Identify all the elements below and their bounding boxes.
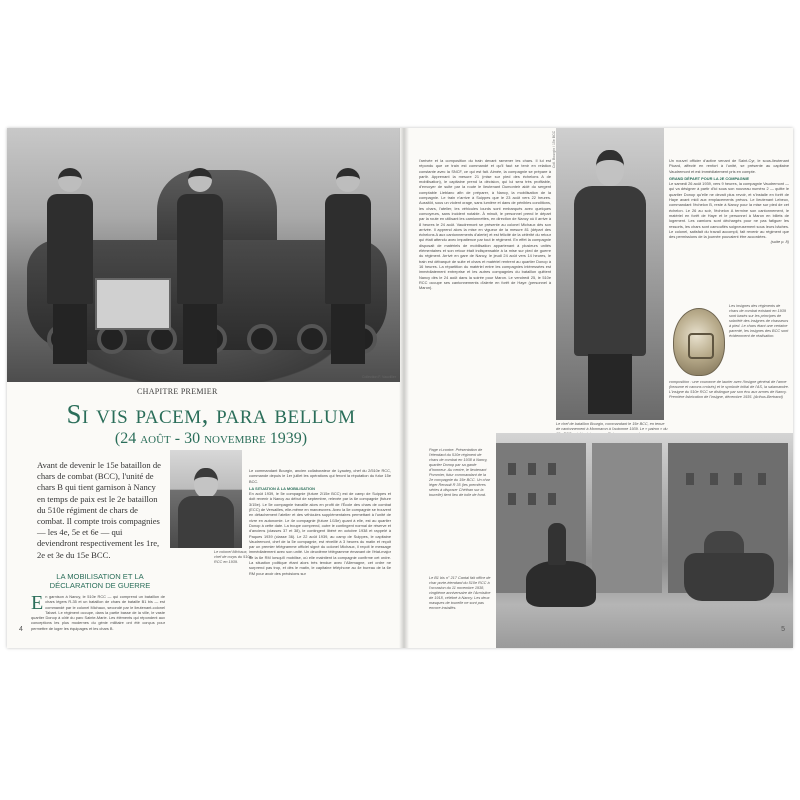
- right-body-column-1: l'arrivée et la composition du train devant ramener les chars. Il lui est répondu que ce train est commandé et qu'il faut se tenir en relation constante avec la SNCF, ce qui est fait. Aimée, la compagnie se prépare à partir. Apprenant la mesure 21 (mise sur pied des échelons A de mobilisation), le capitaine prend la décision, qui lui sera très profitable, d'envoyer de suite par la route le lieutenant Dumonteir aidé du sergent comptable Lieblanc afin de préparer, à Nancy, la mobilisation de la compagnie. Le train n'arrive à Suippes que le 23 août vers 22 heures. Aussitôt, sous un violent orage, sans lumière et dans de pénibles conditions, les chars, l'atelier, les véhicules lourds sont embarqués avec quelques convoyeurs, sans incident notable. À minuit, le personnel prend le départ par la route en utilisant les camionnettes, en direction de Nancy où il arrive à 8 heures le 24 août. Vaudremont se présente au colonel Michaux dès son arrivée. Il apprend alors la mise en vigueur de la mesure 81 (départ des échelons A aux cantonnements d'alerte) et est félicité de la célérité du retour qui était attendu avec impatience par tout le régiment. En effet la compagnie disposait de matériels de mobilisation appartenant à plusieurs unités élémentaires et son retour était indispensable à la mise sur pied de guerre du régiment. Arrivé en gare de Nancy, le jeudi 24 août vers 14 heures, le train est débarqué de suite et chars et matériel rentrent au quartier Donop à 16 heures. La répartition du matériel entre les compagnies intéressées est immédiatement entreprise et les autres compagnies du bataillon quittent Nancy dès le 24 août dans la soirée pour Maron. Le vendredi 25, le 510e RCC occupe ses cantonnements d'alerte en forêt de Haye (personnel à Maron).: [419, 158, 551, 291]
- portrait-legs: [588, 354, 632, 414]
- insignia-caption-continued: composition : une couronne de laurier avec l'insigne général de l'arme (heaume et canons croisés) et le symbole initial de l'AS, la salamandre. L'insigne du 510e RCC se distingue par son écu aux armes de Nancy. Première fabrication de l'insigne, décembre 1935. (Arthus-Bertrand): [669, 380, 789, 399]
- body-column-1-text: n garnison à Nancy, le 510e RCC — qui comprend un bataillon de chars légers R-35 et un bataillon de chars de bataille B1 bis — est commandé par le colonel Michaux, secondé par le lieutenant-colonel Tabart. Le régiment occupe, dans la partie basse de la ville, le vaste quartier Donop à côté du parc Sainte-Marie. Les éléments qui répondent aux conceptions les plus modernes du génie militaire ont été conçus pour permettre de loger les équipages et les chars B.: [31, 594, 165, 631]
- tank-photo-caption: Le B1 bis n° 217 Cantal fait office de char porte-étendard du 510e RCC à l'occasion du 11 novembre 1938, vingtième anniversaire de l'Armistice de 1918, célébré à Nancy. Les deux masques de tourelle ne sont pas encore installés.: [429, 576, 491, 610]
- portrait-body: [178, 496, 234, 548]
- drop-cap: E: [31, 592, 44, 614]
- chapter-subtitle: (24 août - 30 novembre 1939): [114, 430, 308, 447]
- portrait-caption: Le colonel Michaux, chef de corps du 510e RCC en 1939.: [214, 550, 252, 564]
- street-photo-caption: Page ci-contre. Présentation de l'étendard du 510e régiment de chars de combat en 1938 à Nancy, quartier Donop par sa garde d'honneur. Au centre, le lieutenant Pommier, futur commandant de la 2e compagnie du 15e BCC. Un char léger Renault R 35 (les premières séries à disposer Chéthan sur la tourelle) tient lieu de toile de fond.: [429, 448, 490, 497]
- page-number-left: 4: [19, 626, 23, 633]
- building: [592, 443, 662, 593]
- parade-tank: [684, 553, 774, 601]
- body-column-2-text: En août 1939, le 5e compagnie (future 2/15e BCC) est de camp de Suippes et doit revenir à Nancy au début de septembre, relevée par la 6e compagnie (future 3/15e). Le 5e compagnie travaille alors en profit de l'École des chars de combat (ECC) de Versailles, elle-même en manœuvres. Avec la 5e compagnie se trouvent en détachement l'atelier et des véhicules supplémentaires permettant à l'unité de vivre en autonomie. Le 4e compagnie (future 1/15e) quant à elle, est au quartier Donop à cette date. La troupe comprend, outre le contingent normal de réserve et d'anciens (classes 37 et 38), le contingent libéré en octobre 1938 et rappelé à Paques 1939 (classe 36). Le 22 août 1939, au camp de Suippes, le capitaine Vaudremont, chef de la 5e compagnie, est réveillé à 3 heures du matin et reçoit par un premier télégramme officiel signé du colonel Michaux, il reçoit le message immédiatement avec son unité. Un deuxième télégramme émanant de l'état-major de la 6e RM lorsqu'il mobilise, où elle maintient la compagnie confirme cet ordre. La situation politique étant alors très tendue avec l'Allemagne, cet ordre ne surprend pas trop, et dès le matin, le capitaine téléphone au 4e bureau de la 6e RM pour avoir des précisions sur: [249, 491, 391, 576]
- chapter-title: Si vis pacem, para bellum: [66, 399, 356, 429]
- tank-wheel: [247, 324, 277, 354]
- window: [508, 493, 516, 505]
- right-body-column-2: [669, 158, 789, 245]
- regimental-flag: [95, 278, 171, 330]
- window: [686, 473, 694, 485]
- body-column-2-intro: Le commandant Bourgin, ancien collaborateur de Lyautey, chef du 2/510e RCC, commande depuis le 1er juillet les opérations qui feront la réputation du futur 15e BCC.: [249, 468, 391, 484]
- horse: [526, 561, 596, 607]
- spine-gutter: [399, 128, 409, 648]
- window: [548, 463, 556, 475]
- portrait-head: [596, 150, 624, 186]
- window: [734, 473, 742, 485]
- window: [548, 493, 556, 505]
- tank-wheel: [297, 324, 327, 354]
- body-column-1: [31, 594, 165, 631]
- portrait-body: [574, 186, 646, 356]
- body-column-2: [249, 468, 391, 576]
- tank-crew-photo: [7, 128, 400, 382]
- insignia-caption: Les insignes des régiments de chars de combat existant en 1939 sont basés sur les principes de sobriété des insignes de chasseurs à pied. Le chars étant une certaine parenté, les insignes des BCC sont évidemment de réalisation.: [729, 304, 789, 338]
- right-body-column-2-intro: Un nouvel officier d'active venant de Saint-Cyr, le sous-lieutenant Picard, affecté en renfort à l'unité, se présente au capitaine Vaudremont et est immédiatement pris en compte.: [669, 158, 789, 174]
- window: [528, 493, 536, 505]
- right-body-column-2-text: Le samedi 26 août 1939, vers 9 heures, la compagnie Vaudremont — qui va désigner à partir d'ici sous son nouveau numéro 2 — quitte le quartier Donop qu'elle ne devait plus revoir, et s'installe en forêt de Haye avant midi aux emplacements prévus. Le lieutenant Lebeux, commandant l'échelon B, reste à Nancy pour la mise sur pied de cet échelon. Le 26 au soir, l'échelon A termine son cantonnement, le matériel en forêt de Haye et le personnel à Maron en billets de logement. Les camions sont déchargés pour ne pas fatiguer les ressorts, les chars sont camouflés soigneusement sous leurs bâches. Le colonel, satisfait du travail accompli, fait revenir au régiment que des permissions de la journée pouvaient être accordées.: [669, 181, 789, 240]
- chapter-label: CHAPITRE PREMIER: [137, 387, 218, 396]
- window: [710, 473, 718, 485]
- photo-credit-vertical: Coll. Bourgin / 15e BCC: [552, 130, 556, 168]
- regiment-insignia-badge: [673, 308, 725, 376]
- subsection-heading: GRAND DÉPART POUR LA 2E COMPAGNIE: [669, 175, 750, 181]
- soldier-figure: [177, 168, 223, 368]
- rider: [548, 523, 566, 565]
- colonel-portrait-photo: [170, 450, 242, 548]
- lead-paragraph: Avant de devenir le 15e bataillon de chars de combat (BCC), l'unité de chars B qui tient garnison à Nancy en temps de paix est le 2e bataillon du 510e régiment de chars de combat. Il compte trois compagnies — les 4e, 5e et 6e — qui deviendront respectivement les 1re, 2e et 3e du 15e BCC.: [37, 460, 161, 560]
- section-heading: LA MOBILISATION ET LA DÉCLARATION DE GUERRE: [49, 572, 151, 590]
- commander-caption: Le chef de bataillon Bourgin, commandant le 15e BCC, en tenue de cantonnement à Monmaron à l'automne 1939. Le « patron » du: [556, 422, 668, 431]
- magazine-spread: [7, 128, 793, 648]
- portrait-head: [194, 468, 218, 498]
- continued-note: (suite p. 8): [770, 239, 789, 245]
- window: [758, 473, 766, 485]
- parade-street-photo: [496, 433, 793, 648]
- window: [508, 463, 516, 475]
- commander-portrait-photo: [556, 128, 664, 420]
- page-number-right: 5: [781, 626, 785, 633]
- soldier-figure: [325, 168, 371, 368]
- soldier-figure: [47, 168, 93, 368]
- subsection-heading: LA SITUATION À LA MOBILISATION: [249, 485, 315, 491]
- window: [528, 463, 536, 475]
- photo-credit: Collection F. Vauvillier: [362, 375, 396, 379]
